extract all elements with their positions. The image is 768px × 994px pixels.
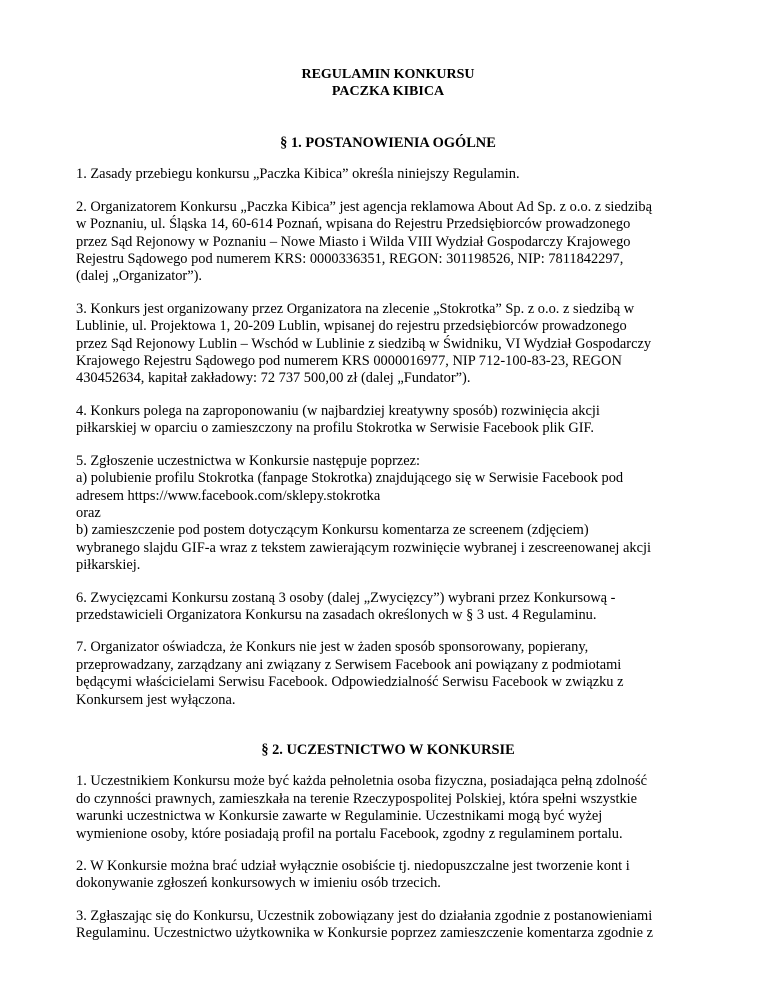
text-line: przez Sąd Rejonowy Lublin – Wschód w Lublinie z siedzibą w Świdniku, VI Wydział Gospodarczy bbox=[76, 335, 652, 352]
text-line: wymienione osoby, które posiadają profil na portalu Facebook, zgodny z regulaminem portalu. bbox=[76, 825, 623, 842]
text-line: Konkursem jest wyłączona. bbox=[76, 691, 236, 708]
text-line: w Poznaniu, ul. Śląska 14, 60-614 Poznań, wpisana do Rejestru Przedsiębiorców prowadzonego bbox=[76, 216, 631, 233]
text-line: 2. Organizatorem Konkursu „Paczka Kibica” jest agencja reklamowa About Ad Sp. z o.o. z siedzibą bbox=[76, 198, 652, 215]
text-line: 4. Konkurs polega na zaproponowaniu (w najbardziej kreatywny sposób) rozwinięcia akcji bbox=[76, 402, 600, 419]
text-line: Krajowego Rejestru Sądowego pod numerem KRS 0000016977, NIP 712-100-83-23, REGON bbox=[76, 353, 622, 370]
text-line: 1. Uczestnikiem Konkursu może być każda pełnoletnia osoba fizyczna, posiadająca pełną zdolność bbox=[76, 773, 648, 790]
section-2-paragraph-2 bbox=[76, 858, 700, 893]
text-line: Regulaminu. Uczestnictwo użytkownika w Konkursie poprzez zamieszczenie komentarza zgodnie z bbox=[76, 925, 654, 942]
document-title-line-1: REGULAMIN KONKURSU bbox=[301, 67, 475, 82]
text-line: przedstawicieli Organizatora Konkursu na zasadach określonych w § 3 ust. 4 Regulaminu. bbox=[76, 606, 597, 623]
text-line: 430452634, kapitał zakładowy: 72 737 500,00 zł (dalej „Fundator”). bbox=[76, 370, 471, 387]
section-1-paragraph-4 bbox=[76, 403, 700, 438]
text-line: do czynności prawnych, zamieszkała na terenie Rzeczypospolitej Polskiej, która spełni wszystkie bbox=[76, 790, 638, 807]
document-title-line-2: PACZKA KIBICA bbox=[331, 84, 445, 99]
text-line: adresem https://www.facebook.com/sklepy.stokrotka bbox=[76, 487, 381, 504]
text-line: będącymi właścicielami Serwisu Facebook. Odpowiedzialność Serwisu Facebook w związku z bbox=[76, 674, 624, 691]
text-line: przez Sąd Rejonowy w Poznaniu – Nowe Miasto i Wilda VIII Wydział Gospodarczy Krajowego bbox=[76, 233, 631, 250]
section-1-paragraph-1 bbox=[76, 166, 700, 183]
text-line: Lublinie, ul. Projektowa 1, 20-209 Lublin, wpisanej do rejestru przedsiębiorców prowadzonego bbox=[76, 318, 627, 335]
text-line: wybranego slajdu GIF-a wraz z tekstem zawierającym rozwinięcie wybranej i zescreenowanej akcji bbox=[76, 539, 651, 556]
text-line: b) zamieszczenie pod postem dotyczącym Konkursu komentarza ze screenem (zdjęciem) bbox=[76, 522, 589, 539]
section-1-paragraph-5 bbox=[76, 453, 700, 575]
text-line: 5. Zgłoszenie uczestnictwa w Konkursie następuje poprzez: bbox=[76, 452, 421, 469]
text-line: 2. W Konkursie można brać udział wyłącznie osobiście tj. niedopuszczalne jest tworzenie kont i bbox=[76, 858, 630, 874]
text-line: oraz bbox=[76, 504, 101, 521]
text-line: przeprowadzany, zarządzany ani związany z Serwisem Facebook ani powiązany z podmiotami bbox=[76, 656, 622, 673]
section-1-paragraph-7 bbox=[76, 639, 700, 709]
text-line: 1. Zasady przebiegu konkursu „Paczka Kibica” określa niniejszy Regulamin. bbox=[76, 166, 520, 183]
text-line: warunki uczestnictwa w Konkursie zawarte w Regulaminie. Uczestnikami mogą być wyżej bbox=[76, 808, 603, 825]
text-line: a) polubienie profilu Stokrotka (fanpage Stokrotka) znajdującego się w Serwisie Facebook pod bbox=[76, 470, 624, 487]
text-line: (dalej „Organizator”). bbox=[76, 268, 202, 285]
section-1-paragraph-3 bbox=[76, 301, 700, 388]
text-line: 3. Konkurs jest organizowany przez Organizatora na zlecenie „Stokrotka” Sp. z o.o. z siedzibą w bbox=[76, 300, 635, 317]
text-line: Rejestru Sądowego pod numerem KRS: 0000336351, REGON: 301198526, NIP: 7811842297, bbox=[76, 251, 624, 268]
section-2-paragraph-1 bbox=[76, 773, 700, 843]
text-line: 7. Organizator oświadcza, że Konkurs nie jest w żaden sposób sponsorowany, popierany, bbox=[76, 639, 589, 656]
text-line: 6. Zwycięzcami Konkursu zostaną 3 osoby (dalej „Zwycięzcy”) wybrani przez Konkursową - bbox=[76, 589, 616, 606]
text-line: dokonywanie zgłoszeń konkursowych w imieniu osób trzecich. bbox=[76, 875, 441, 892]
text-line: 3. Zgłaszając się do Konkursu, Uczestnik zobowiązany jest do działania zgodnie z postanowieniami bbox=[76, 907, 653, 924]
text-line: piłkarskiej w oparciu o zamieszczony na profilu Stokrotka w Serwisie Facebook plik GIF. bbox=[76, 420, 594, 437]
document-page bbox=[76, 66, 700, 943]
section-1-paragraph-6 bbox=[76, 590, 700, 625]
section-1-paragraph-2 bbox=[76, 199, 700, 286]
section-2-paragraph-3 bbox=[76, 908, 700, 943]
section-2-heading: § 2. UCZESTNICTWO W KONKURSIE bbox=[261, 741, 515, 758]
text-line: piłkarskiej. bbox=[76, 557, 141, 574]
section-1-heading: § 1. POSTANOWIENIA OGÓLNE bbox=[280, 135, 496, 151]
